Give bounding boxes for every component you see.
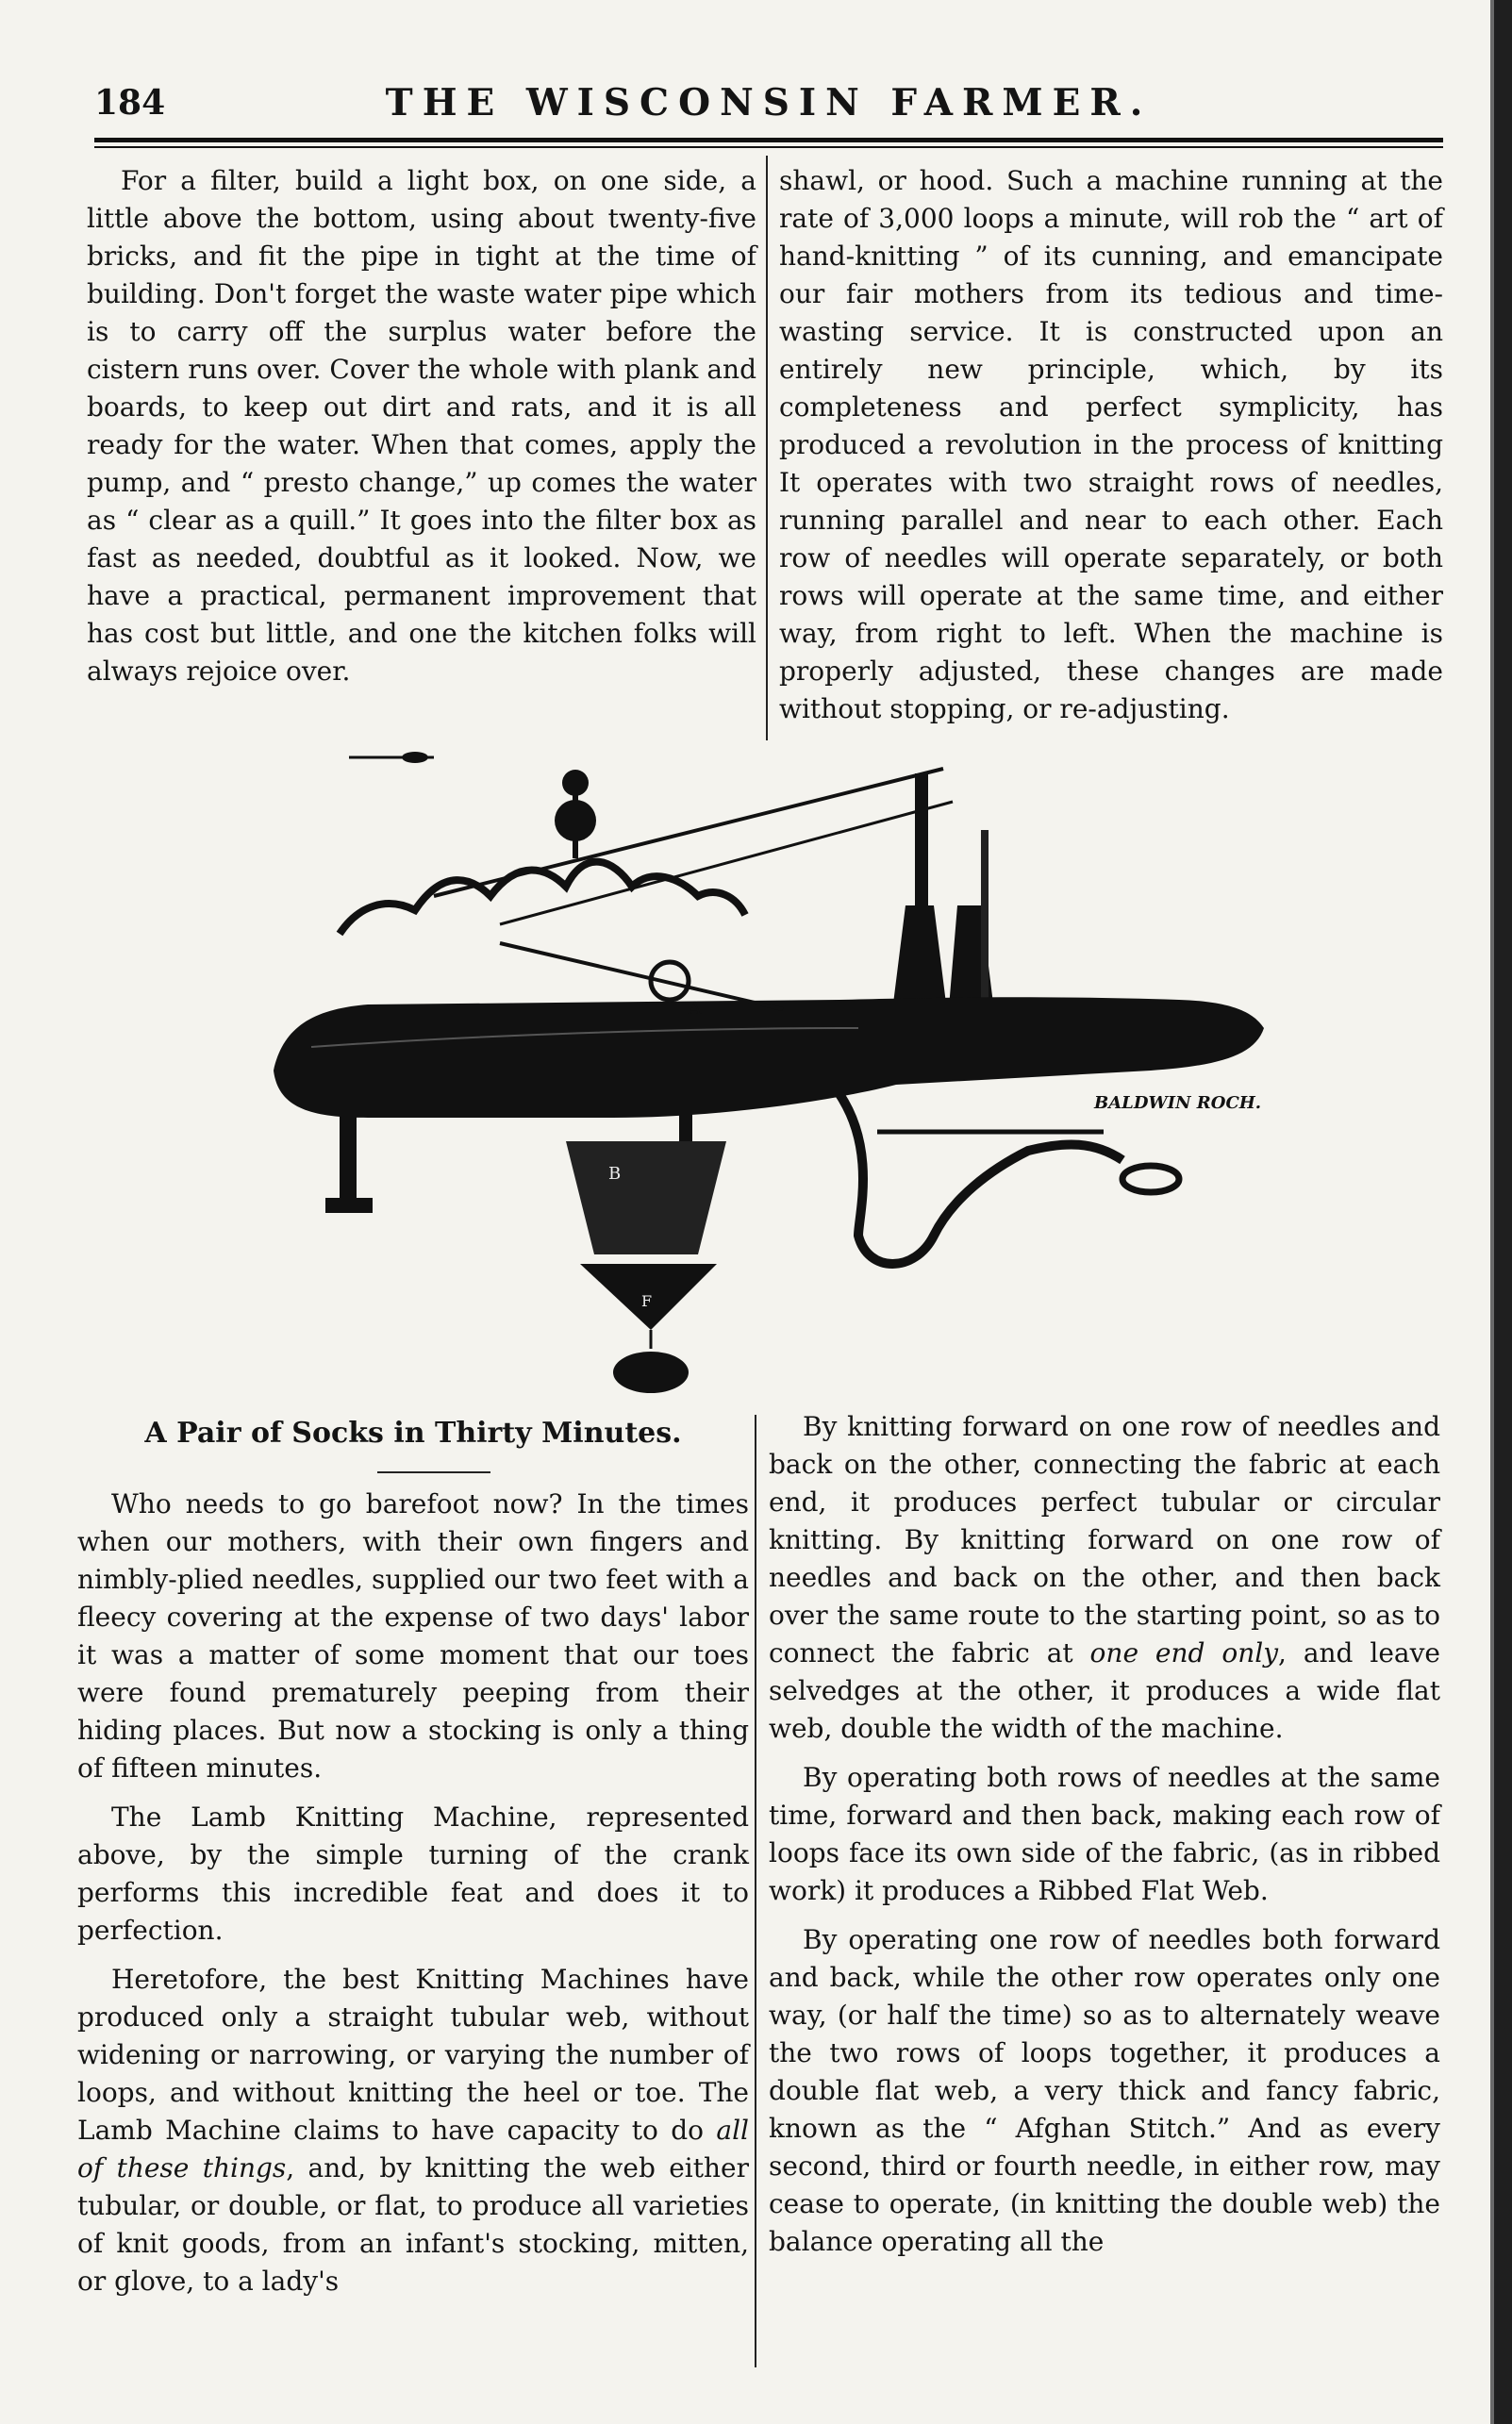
page-number: 184 [94, 83, 166, 123]
header-rule-thick [94, 138, 1443, 142]
paragraph: By operating both rows of needles at the same time, forward and then back, making each row of loops face its own side of the fabric, (as in ribbed work) it produces a Ribbed Flat Web. [769, 1762, 1440, 1906]
paragraph: Who needs to go barefoot now? In the times when our mothers, with their own fingers and nimbly-plied needles, supplied our two feet with a fleecy covering at the expense of two days' labor it was a matter of some moment that our toes were found prematurely peeping from their hiding places. But now a stocking is only a thing of fifteen minutes. [77, 1488, 749, 1784]
emphasis-run: one end only [1089, 1637, 1279, 1669]
part-label-f: F [641, 1292, 653, 1310]
top-left-column [87, 162, 756, 690]
text-run: , and, by knitting the web either tubular, or double, or flat, to produce all varieties of knit goods, from an infant's stocking, mitten, or glove, to a lady's [77, 2152, 749, 2297]
knitting-machine-illustration [255, 745, 1302, 1405]
text-run: By knitting forward on one row of needles and back on the other, and then back over the same route to the starting point, so as to connect the fabric at [769, 1524, 1440, 1669]
page-edge [1490, 0, 1512, 2424]
top-right-column [779, 162, 1443, 728]
paragraph: The Lamb Knitting Machine, represented above, by the simple turning of the crank performs this incredible feat and does it to perfection. [77, 1801, 749, 1946]
paragraph: For a filter, build a light box, on one side, a little above the bottom, using about twenty-five bricks, and fit the pipe in tight at the time of building. Don't forget the waste water pipe which is to carry off the surplus water before the cistern runs over. Cover the whole with plank and boards, to keep out dirt and rats, and it is all ready for the water. When that comes, apply the pump, and “ presto change,” up comes the water as “ clear as a quill.” It goes into the filter box as fast as needed, doubtful as it looked. Now, we have a practical, permanent improvement that has cost but little, and one the kitchen folks will always rejoice over. [87, 165, 756, 687]
article-left-column [77, 1486, 749, 2300]
text-run: Heretofore, the best Knitting Machines have produced only a straight tubular web, without widening or narrowing, or varying the number of loops, and without knitting the heel or toe. The Lamb Machine claims to have capacity to do [77, 1964, 749, 2146]
page-header [94, 74, 1443, 130]
column-divider [755, 1415, 756, 2367]
header-rule-thin [94, 146, 1443, 148]
emphasis-run: all of these things [77, 2115, 749, 2183]
paragraph [769, 1408, 1440, 1748]
text-run: By knitting forward on one row of needles and back on the other, connecting the fabric at each end, it produces perfect tubular or circular knitting. [769, 1411, 1440, 1555]
engraver-signature: BALDWIN ROCH. [1094, 1093, 1262, 1113]
paragraph: shawl, or hood. Such a machine running at the rate of 3,000 loops a minute, will rob the “ art of hand-knitting ” of its cunning, and emancipate our fair mothers from its tedious and time-wasting service. It is constructed upon an entirely new principle, which, by its completeness and perfect symplicity, has produced a revolution in the process of knitting It operates with two straight rows of needles, running parallel and near to each other. Each row of needles will operate separately, or both rows will operate at the same time, and either way, from right to left. When the machine is properly adjusted, these changes are made without stopping, or re-adjusting. [779, 165, 1443, 724]
article-right-column [769, 1408, 1440, 2261]
text-run: , and leave selvedges at the other, it produces a wide flat web, double the width of the machine. [769, 1637, 1440, 1744]
part-label-b: B [608, 1164, 622, 1184]
paragraph [77, 1961, 749, 2300]
running-title: THE WISCONSIN FARMER. [385, 81, 1153, 125]
paragraph: By operating one row of needles both forward and back, while the other row operates only one way, (or half the time) so as to alternately weave the two rows of loops together, it produces a double flat web, a very thick and fancy fabric, known as the “ Afghan Stitch.” And as every second, third or fourth needle, in either row, may cease to operate, (in knitting the double web) the balance operating all the [769, 1924, 1440, 2257]
article-title: A Pair of Socks in Thirty Minutes. [144, 1417, 682, 1450]
part-label-a: A [689, 999, 701, 1019]
article-title-rule [377, 1471, 490, 1473]
column-divider [766, 156, 768, 740]
